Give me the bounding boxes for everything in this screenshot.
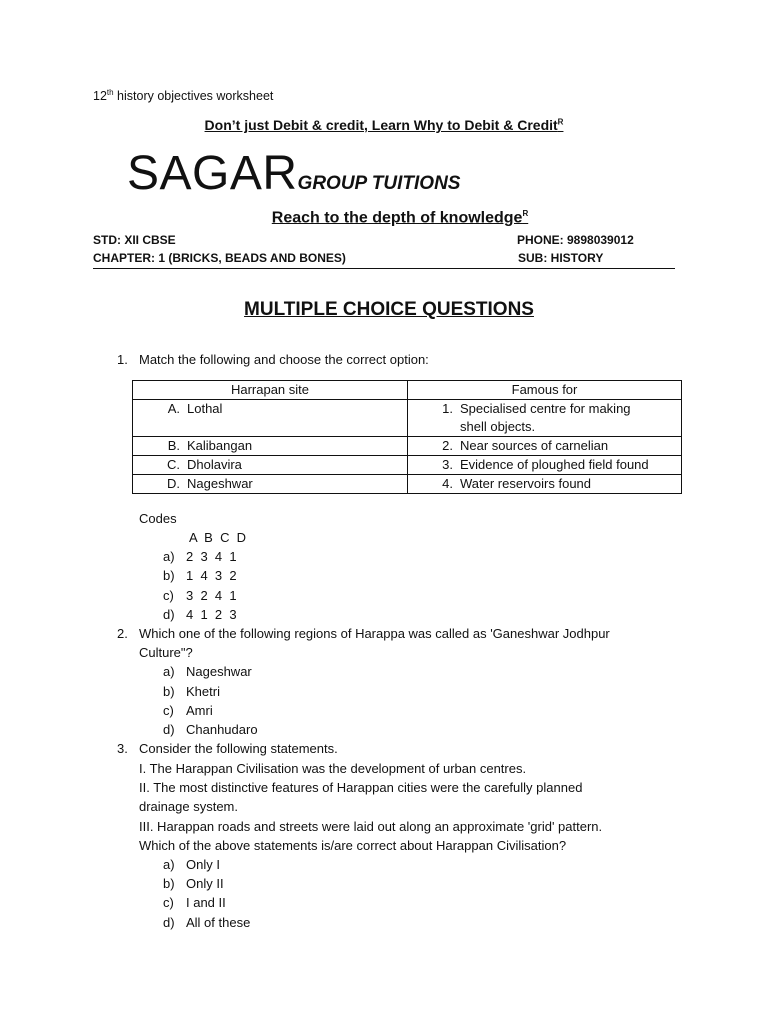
question-3-prompt: Which of the above statements is/are correct about Harappan Civilisation? — [139, 838, 567, 853]
tagline: Don’t just Debit & credit, Learn Why to Debit & Credit$^R$ — [204, 117, 564, 133]
brand-main: SAGAR — [127, 147, 298, 200]
brand-logo — [127, 146, 460, 201]
statement-2: II. The most distinctive features of Harappan cities were the carefully planned — [139, 780, 583, 795]
codes-header: A B C D — [189, 530, 247, 545]
table-row: C. Dholavira 3. Evidence of ploughed field found — [133, 456, 682, 475]
option-item: b) Khetri — [163, 684, 220, 699]
statement-3: III. Harappan roads and streets were laid out along an approximate 'grid' pattern. — [139, 819, 603, 834]
question-1: 1. Match the following and choose the correct option: — [117, 352, 429, 367]
table-header-famous: Famous for — [408, 381, 682, 400]
phone-label: PHONE: 9898039012 — [517, 233, 634, 247]
std-label: STD: XII CBSE — [93, 233, 176, 247]
table-row: D. Nageshwar 4. Water reservoirs found — [133, 475, 682, 494]
option-item: c) 3 2 4 1 — [163, 588, 237, 603]
option-item: a) Nageshwar — [163, 664, 252, 679]
codes-label: Codes — [139, 511, 177, 526]
option-item: a) 2 3 4 1 — [163, 549, 237, 564]
statement-2-cont: drainage system. — [139, 799, 238, 814]
option-item: c) Amri — [163, 703, 213, 718]
option-item: d) 4 1 2 3 — [163, 607, 237, 622]
option-item: b) Only II — [163, 876, 224, 891]
table-row: B. Kalibangan 2. Near sources of carnelian — [133, 437, 682, 456]
question-3: 3. Consider the following statements. — [117, 741, 338, 756]
option-item: b) 1 4 3 2 — [163, 568, 237, 583]
option-item: c) I and II — [163, 895, 226, 910]
match-table — [132, 380, 682, 494]
option-item: d) Chanhudaro — [163, 722, 258, 737]
option-item: d) All of these — [163, 915, 251, 930]
section-title: MULTIPLE CHOICE QUESTIONS — [244, 299, 534, 320]
question-2-cont: Culture"? — [139, 645, 193, 660]
option-item: a) Only I — [163, 857, 220, 872]
subject-label: SUB: HISTORY — [518, 251, 604, 265]
brand-sub: GROUP TUITIONS — [297, 173, 461, 194]
chapter-label: CHAPTER: 1 (BRICKS, BEADS AND BONES) — [93, 251, 346, 265]
table-header-site: Harrapan site — [133, 381, 408, 400]
header-divider — [93, 268, 675, 269]
table-row: A. Lothal 1. Specialised centre for making shell objects. — [133, 400, 682, 437]
question-2: 2. Which one of the following regions of Harappa was called as 'Ganeshwar Jodhpur — [117, 626, 610, 641]
worksheet-label: 12th history objectives worksheet — [93, 88, 274, 104]
statement-1: I. The Harappan Civilisation was the development of urban centres. — [139, 761, 527, 776]
depth-slogan: Reach to the depth of knowledge$^R$ — [271, 209, 529, 227]
